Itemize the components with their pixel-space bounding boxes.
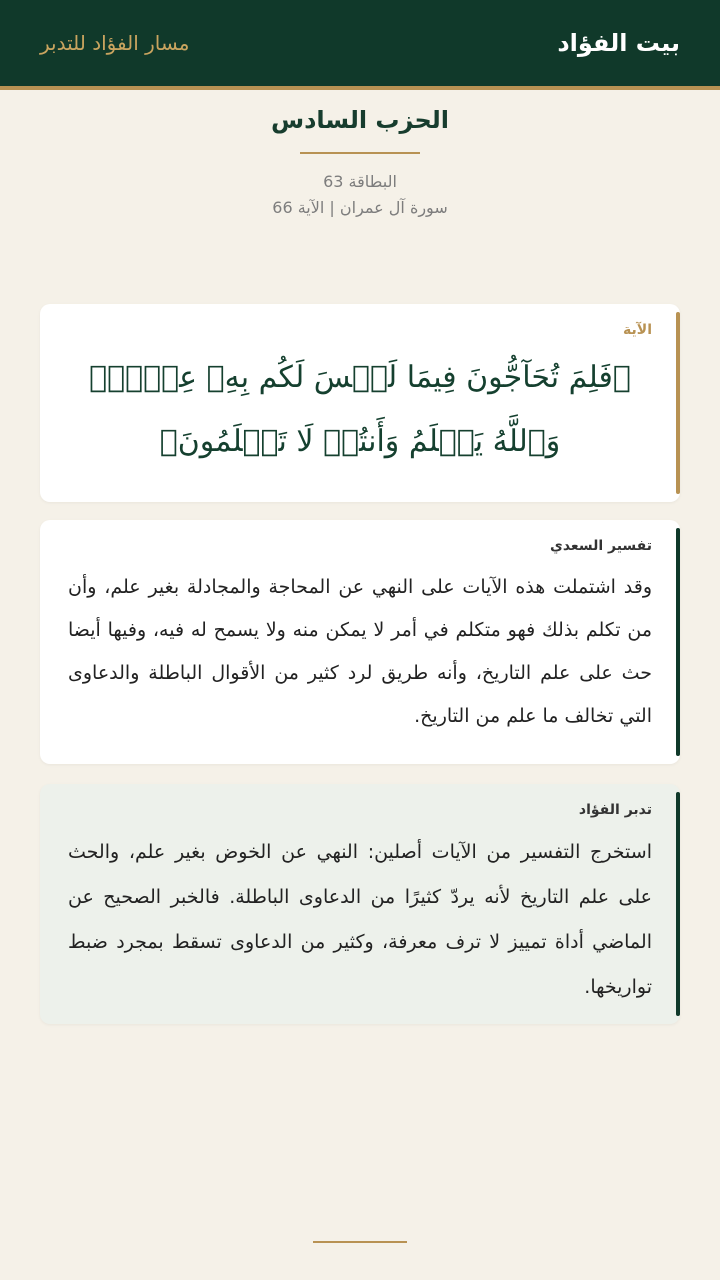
title-block: [0, 100, 720, 222]
ayah-label: الآية: [623, 322, 652, 338]
tadabbur-card: [40, 784, 680, 1024]
app-subtitle-link[interactable]: مسار الفؤاد للتدبر: [40, 31, 190, 55]
app-title[interactable]: بيت الفؤاد: [557, 29, 680, 57]
card-number: البطاقة 63: [323, 172, 397, 191]
tafsir-card: [40, 520, 680, 764]
ayah-card: [40, 304, 680, 502]
tadabbur-text: استخرج التفسير من الآيات أصلين: النهي عن الخوض بغير علم، والحث على علم التاريخ لأنه يردّ كثيرًا من الدعاوى الباطلة. فالخبر الصحيح عن الماضي أداة تمييز لا ترف معرفة، وكثير من الدعاوى تسقط بمجرد ضبط تواريخها.: [68, 841, 652, 998]
ayah-text: ﴿فَلِمَ تُحَآجُّونَ فِيمَا لَيۡسَ لَكُم بِهِۦ عِلۡمٌۚ وَٱللَّهُ يَعۡلَمُ وَأَنتُمۡ لَا تَعۡلَمُونَ﴾: [89, 360, 631, 459]
tafsir-text: وقد اشتملت هذه الآيات على النهي عن المحاجة والمجادلة بغير علم، وأن من تكلم بذلك فهو متكلم في أمر لا يمكن منه ولا يسمح له فيه، وفيها أيضا حث على علم التاريخ، وأنه طريق لرد كثير من الأقوال الباطلة والدعاوى التي تخالف ما علم من التاريخ.: [68, 576, 652, 727]
title-divider: [300, 152, 420, 154]
tafsir-label: تفسير السعدي: [550, 538, 652, 554]
bottom-divider: [313, 1241, 407, 1243]
app-header: [0, 0, 720, 86]
header-divider: [0, 86, 720, 90]
tadabbur-label: تدبر الفؤاد: [578, 802, 652, 818]
hizb-title: الحزب السادس: [270, 106, 450, 134]
surah-info: سورة آل عمران | الآية 66: [272, 198, 448, 217]
